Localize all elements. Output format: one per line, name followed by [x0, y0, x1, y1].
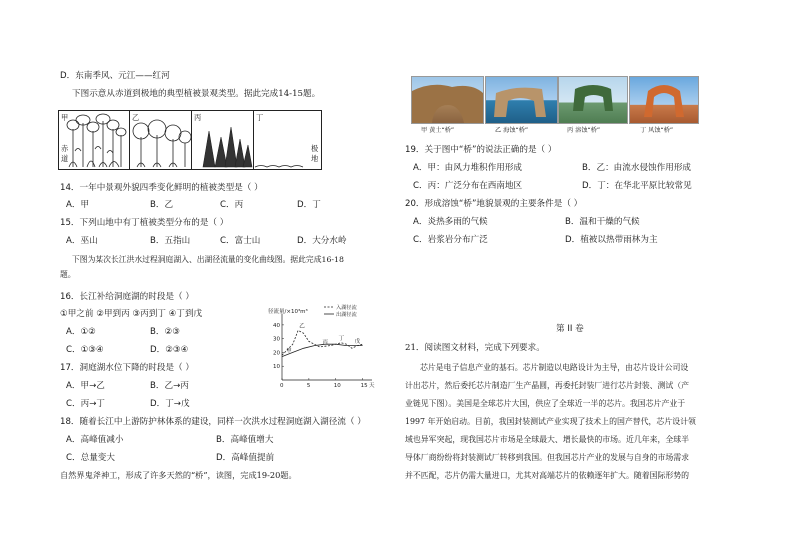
loess-bridge-photo — [411, 76, 484, 124]
veg-panel-label-jia: 甲 — [61, 113, 69, 122]
q18-option-a[interactable]: A．高峰值减小 — [66, 435, 124, 445]
x-tick-label: 0 — [280, 383, 284, 389]
q16-statements: ①甲之前 ②甲到丙 ③丙到丁 ④丁到戊 — [60, 309, 203, 319]
vegetation-drawing — [59, 111, 321, 169]
chart-ticks — [273, 323, 375, 389]
point-label: 乙 — [299, 323, 305, 330]
veg-right-label-1: 极 — [311, 144, 319, 153]
deciduous-trees — [133, 120, 191, 167]
q21-paragraph-line: 导体厂商纷纷将封装测试厂转移到我国。但我国芯片产业的发展与自身的市场需求 — [405, 453, 690, 462]
q15-option-a[interactable]: A．巫山 — [66, 236, 98, 246]
q20-option-b[interactable]: B．温和干燥的气候 — [565, 217, 640, 227]
q16-option-c[interactable]: C．①③④ — [66, 345, 104, 355]
rainforest-trees — [67, 114, 126, 167]
q21-stem: 21．阅读图文材料，完成下列要求。 — [405, 343, 545, 353]
point-label: 丙 — [322, 340, 328, 347]
q15-option-d[interactable]: D．大分水岭 — [297, 236, 347, 246]
q18-option-b[interactable]: B．高峰值增大 — [216, 435, 274, 445]
chart-ylabel: 径流量/×10³m³ — [268, 309, 308, 315]
tundra-ground — [255, 166, 303, 168]
q15-option-c[interactable]: C．富士山 — [220, 236, 261, 246]
chart-legend — [324, 303, 358, 318]
photo-caption-ding: 丁 风蚀“桥” — [640, 127, 674, 134]
veg-panel-label-bing: 丙 — [194, 113, 202, 122]
x-tick-label: 15 — [360, 383, 368, 389]
q17-option-b[interactable]: B．乙→丙 — [150, 381, 189, 391]
q20-option-a[interactable]: A．炎热多雨的气候 — [413, 217, 488, 227]
q14-option-a[interactable]: A．甲 — [66, 200, 90, 210]
q19-option-c[interactable]: C．丙：广泛分布在西南地区 — [413, 181, 523, 191]
veg-panel-label-ding: 丁 — [256, 113, 264, 122]
q19-option-d[interactable]: D．丁：在华北平原比较常见 — [582, 181, 692, 191]
q20-stem: 20．形成溶蚀“桥”地貌景观的主要条件是（ ） — [405, 199, 583, 209]
q21-paragraph-line: 业链见下图）。美国是全球芯片大国，供应了全球近一半的芯片。我国芯片产业于 — [405, 399, 686, 408]
q13-option-d: D．东南季风、元江——红河 — [60, 71, 170, 81]
runoff-chart — [262, 302, 382, 392]
q15-option-b[interactable]: B．五指山 — [150, 236, 191, 246]
veg-left-label-2: 道 — [61, 154, 69, 163]
q17-stem: 17．洞庭湖水位下降的时段是（ ） — [60, 363, 194, 373]
karst-bridge-photo — [558, 76, 628, 124]
q21-paragraph-line: 芯片是电子信息产业的基石。芯片制造以电路设计为主导，由芯片设计公司设 — [420, 363, 689, 372]
q19-option-b[interactable]: B．乙：由流水侵蚀作用形成 — [582, 163, 692, 173]
q16-option-d[interactable]: D．②③④ — [150, 345, 189, 355]
q21-paragraph-line: 域也异军突起，现我国芯片市场是全球最大、增长最快的市场。近几年来，全球半 — [405, 435, 690, 444]
q21-paragraph-line: 1997 年开始启动。目前，我国封装测试产业实现了技术上的国产替代，芯片设计领 — [405, 417, 696, 426]
x-tick-label: 5 — [306, 383, 311, 389]
q15-stem: 15．下列山地中有丁植被类型分布的是（ ） — [60, 218, 229, 228]
point-label: 丁 — [338, 336, 344, 343]
chart-axes — [282, 314, 372, 380]
photo-caption-jia: 甲 黄土“桥” — [421, 127, 455, 134]
y-tick-label: 10 — [273, 364, 280, 371]
y-tick-label: 40 — [273, 322, 280, 329]
photo-caption-yi: 乙 海蚀“桥” — [495, 127, 529, 134]
q20-option-c[interactable]: C．岩浆岩分布广泛 — [413, 235, 488, 245]
vegetation-intro: 下图示意从赤道到极地的典型植被景观类型。据此完成14-15题。 — [72, 89, 321, 99]
x-unit-label: 天 — [369, 383, 375, 389]
coniferous-trees — [203, 127, 252, 167]
veg-right-label-2: 地 — [311, 154, 319, 163]
q14-option-c[interactable]: C．丙 — [220, 200, 244, 210]
y-tick-label: 20 — [273, 350, 280, 357]
q16-option-b[interactable]: B．②③ — [150, 327, 180, 337]
q18-option-d[interactable]: D．高峰值提前 — [216, 453, 275, 463]
photo-caption-bing: 丙 溶蚀“桥” — [567, 127, 601, 134]
point-label: 甲 — [286, 348, 292, 355]
veg-left-label-1: 赤 — [61, 144, 69, 153]
q18-stem: 18．随着长江中上游防护林体系的建设，同样一次洪水过程洞庭湖入湖径流（ ） — [60, 417, 366, 427]
q17-option-d[interactable]: D．丁→戊 — [150, 399, 190, 409]
chart-point-labels — [286, 323, 360, 355]
sea-arch-photo — [485, 76, 558, 124]
q21-paragraph-line: 计出芯片，然后委托芯片制造厂生产晶圆，再委托封装厂进行芯片封装、测试（产 — [405, 381, 690, 390]
lake-intro-line2: 题。 — [60, 270, 76, 279]
q16-option-a[interactable]: A．①② — [66, 327, 96, 337]
vegetation-figure — [58, 110, 322, 170]
q16-stem: 16．长江补给洞庭湖的时段是（ ） — [60, 292, 194, 302]
q17-option-c[interactable]: C．丙→丁 — [66, 399, 105, 409]
q17-option-a[interactable]: A．甲→乙 — [66, 381, 105, 391]
q19-option-a[interactable]: A．甲：由风力堆积作用形成 — [413, 163, 523, 173]
point-label: 戊 — [354, 338, 361, 345]
section-title: 第 II 卷 — [556, 324, 584, 334]
legend-label: 出湖径流 — [336, 312, 357, 318]
q21-paragraph-line: 并不匹配，芯片仍需大量进口，尤其对高端芯片的依赖逐年扩大。随着国际形势的 — [405, 471, 690, 480]
q19-stem: 19．关于图中“桥”的说法正确的是（ ） — [405, 145, 557, 155]
legend-label: 入湖径流 — [336, 305, 357, 311]
q14-option-d[interactable]: D．丁 — [297, 200, 321, 210]
y-tick-label: 30 — [273, 336, 280, 343]
q14-stem: 14．一年中景观外貌四季变化鲜明的植被类型是（ ） — [60, 183, 263, 193]
arch-intro: 自然界鬼斧神工，形成了许多天然的“桥”，读图，完成19-20题。 — [60, 470, 297, 480]
wind-arch-photo — [629, 76, 699, 124]
x-tick-label: 10 — [333, 383, 341, 389]
q20-option-d[interactable]: D．植被以热带雨林为主 — [565, 235, 658, 245]
lake-intro-line1: 下图为某次长江洪水过程洞庭湖入、出湖径流量的变化曲线图。据此完成16-18 — [72, 255, 344, 264]
q18-option-c[interactable]: C．总量变大 — [66, 453, 115, 463]
veg-panel-label-yi: 乙 — [132, 113, 140, 122]
q14-option-b[interactable]: B．乙 — [150, 200, 174, 210]
